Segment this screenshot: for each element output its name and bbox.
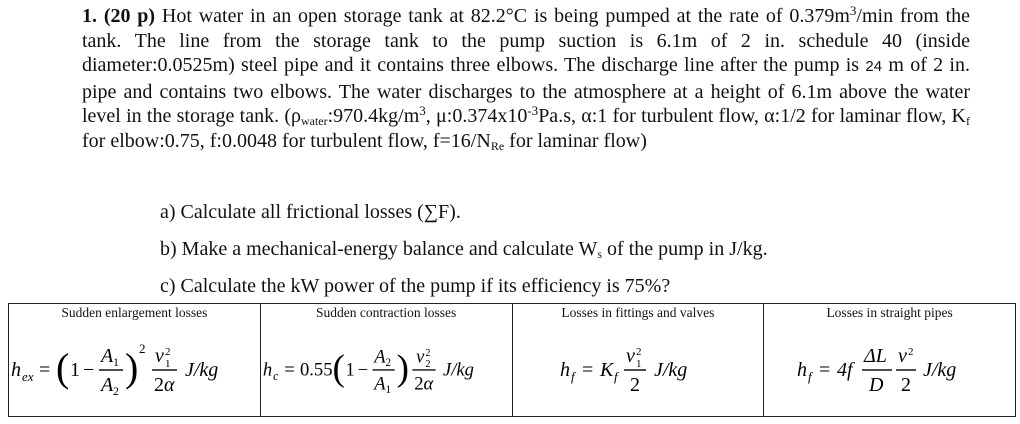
symbol: J/kg <box>442 359 474 381</box>
symbol: = <box>283 359 295 381</box>
symbol: 1 <box>385 384 391 397</box>
problem-text: for elbow:0.75, f:0.0048 for turbulent flow, f=16/N <box>82 129 491 152</box>
symbol: 2 <box>154 374 165 396</box>
symbol: J/kg <box>922 359 956 381</box>
symbol: A <box>101 374 114 396</box>
superscript: 3 <box>849 3 857 18</box>
superscript: 3 <box>419 103 426 118</box>
table-cell-fittings <box>512 304 764 417</box>
column-header: Losses in fittings and valves <box>561 305 715 320</box>
symbol: K <box>599 359 614 381</box>
formula-table <box>8 303 1016 417</box>
symbol: 1 <box>165 358 171 370</box>
symbol: α <box>423 373 434 395</box>
symbol: 2 <box>113 384 120 398</box>
column-header: Sudden enlargement losses <box>61 305 208 320</box>
subscript: f <box>966 114 971 128</box>
formula-enlargement <box>9 324 260 414</box>
symbol: α <box>164 374 175 396</box>
symbol: = <box>581 359 594 381</box>
subscript: water <box>300 114 328 128</box>
symbol: J/kg <box>185 359 219 381</box>
symbol: J/kg <box>653 359 688 381</box>
column-header: Sudden contraction losses <box>316 305 457 320</box>
symbol: v <box>897 345 907 367</box>
question-c: c) Calculate the kW power of the pump if its efficiency is 75%? <box>160 275 671 297</box>
symbol: − <box>83 359 95 381</box>
symbol: A <box>374 373 386 395</box>
symbol: 2 <box>425 359 431 371</box>
symbol: D <box>868 374 884 396</box>
table-cell-contraction <box>260 304 512 417</box>
symbol: v <box>625 345 635 367</box>
formula-contraction <box>261 324 512 414</box>
problem-text: :970.4kg/m <box>327 105 420 127</box>
paren: ( <box>332 348 345 390</box>
formula-straight <box>764 324 1015 414</box>
symbol: = <box>818 359 830 381</box>
symbol: f <box>570 369 575 384</box>
symbol: 0.55 <box>299 359 333 381</box>
symbol: 2 <box>165 346 171 358</box>
problem-text: , μ:0.374x10 <box>425 105 528 127</box>
problem-text: Hot water in an open storage tank at 82.2°C is being pumped at the rate of 0.379m <box>161 5 850 27</box>
symbol: 2 <box>413 373 424 395</box>
symbol: f <box>807 369 812 384</box>
question-list <box>160 200 768 311</box>
formula-fittings <box>513 324 764 414</box>
symbol: A <box>374 346 386 368</box>
symbol: 1 <box>70 359 81 381</box>
column-header: Losses in straight pipes <box>826 305 953 320</box>
symbol: − <box>357 359 368 381</box>
problem-points: (20 p) <box>103 5 156 27</box>
paren: ( <box>56 345 70 390</box>
symbol: 1 <box>635 358 642 370</box>
symbol: 1 <box>113 355 120 369</box>
paren: ) <box>396 348 409 390</box>
table-cell-straight <box>764 304 1016 417</box>
superscript: -3 <box>527 103 539 118</box>
question-b-text: b) Make a mechanical-energy balance and calculate W <box>160 238 598 260</box>
table-row <box>9 304 1016 417</box>
problem-statement <box>82 4 970 153</box>
symbol: h <box>559 359 570 381</box>
question-b <box>160 237 768 274</box>
symbol: c <box>272 369 279 384</box>
symbol: v <box>155 345 165 367</box>
symbol: 2 <box>629 374 640 396</box>
problem-number: 1. <box>82 5 97 27</box>
paren: ) <box>125 345 139 390</box>
problem-text: /min from the tank. The line from the storage tank to the pump suction is 6.1m of 2 in. schedule 40 (inside diameter:0.0525m) steel pipe and it contains three elbows. The discharge line after the pump is <box>82 5 971 76</box>
symbol: 2 <box>385 357 391 370</box>
symbol: A <box>101 345 114 367</box>
problem-text: m of 2 in. pipe and contains two elbows. The water discharges to the atmosphere at a height of 6.1m above the water level in the storage tank. (ρ <box>82 54 970 127</box>
problem-text: Pa.s, α:1 for turbulent flow, α:1/2 for laminar flow, K <box>538 105 967 127</box>
symbol: 2 <box>635 346 642 358</box>
symbol: 2 <box>907 346 914 358</box>
symbol: h <box>262 359 272 381</box>
question-a: a) Calculate all frictional losses (∑F). <box>160 201 461 223</box>
symbol: 2 <box>900 374 911 396</box>
subscript: s <box>597 247 603 261</box>
symbol: ex <box>22 369 34 384</box>
symbol: 2 <box>425 347 431 359</box>
symbol: f <box>613 369 618 384</box>
symbol: h <box>11 359 22 381</box>
symbol: 1 <box>345 359 355 381</box>
question-b-text-end: of the pump in J/kg. <box>602 238 768 260</box>
symbol: 4f <box>836 359 853 381</box>
symbol: h <box>796 359 807 381</box>
symbol: v <box>415 346 425 368</box>
symbol: ΔL <box>863 345 887 367</box>
subscript: Re <box>490 138 505 153</box>
table-cell-enlargement <box>9 304 261 417</box>
problem-text: for laminar flow) <box>504 129 647 152</box>
symbol: 2 <box>139 341 146 356</box>
discharge-length: 24 <box>865 58 883 75</box>
symbol: = <box>39 359 51 381</box>
